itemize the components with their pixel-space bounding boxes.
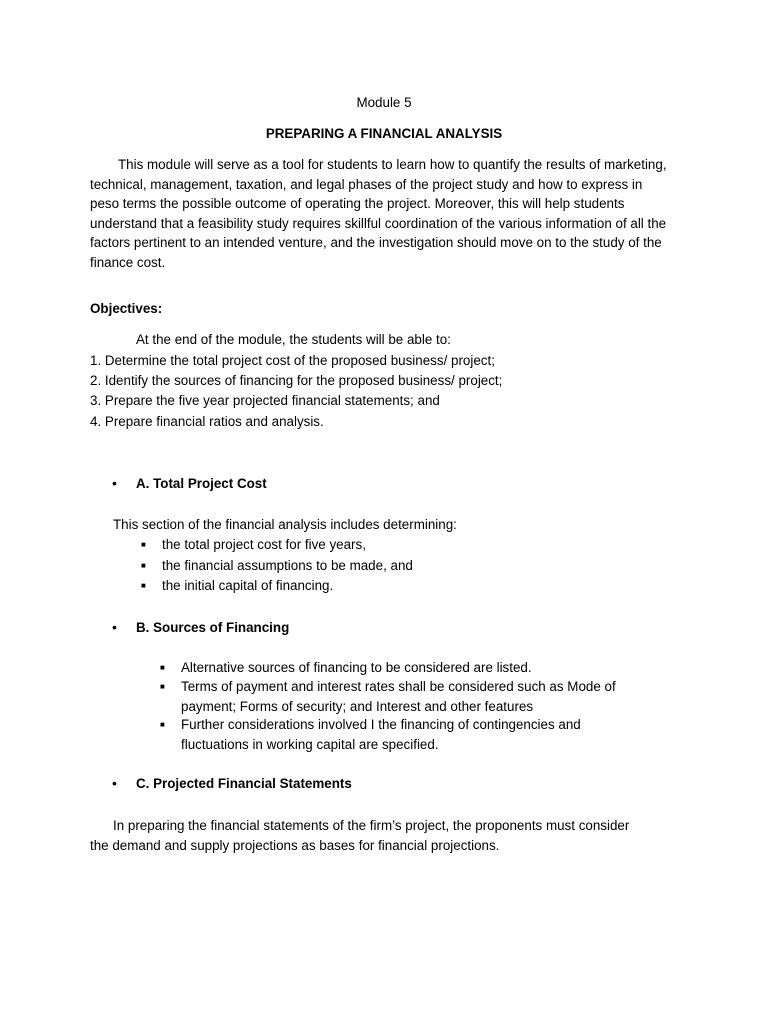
section-b-item: Alternative sources of financing to be considered are listed. xyxy=(181,660,532,675)
objective-item: 4. Prepare financial ratios and analysis. xyxy=(90,414,324,429)
square-bullet-icon: ■ xyxy=(160,682,165,691)
objectives-heading: Objectives: xyxy=(90,301,163,316)
section-c-body: In preparing the financial statements of the firm’s project, the proponents must consider the demand and supply projections as bases for financial projections. xyxy=(90,818,630,853)
section-b-item: Terms of payment and interest rates shall be considered such as Mode of payment; Forms of security; and Interest and other features xyxy=(181,679,616,714)
square-bullet-icon: ■ xyxy=(160,720,165,729)
section-a-lead: This section of the financial analysis includes determining: xyxy=(113,517,457,532)
objectives-lead: At the end of the module, the students will be able to: xyxy=(136,332,451,347)
bullet-dot-icon: • xyxy=(112,619,117,635)
square-bullet-icon: ■ xyxy=(160,663,165,672)
section-a-item: the financial assumptions to be made, and xyxy=(162,558,413,573)
module-label: Module 5 xyxy=(356,95,412,110)
square-bullet-icon: ■ xyxy=(141,561,146,570)
objective-item: 2. Identify the sources of financing for the proposed business/ project; xyxy=(90,373,503,388)
page-title: PREPARING A FINANCIAL ANALYSIS xyxy=(265,126,503,141)
square-bullet-icon: ■ xyxy=(141,581,146,590)
intro-paragraph: This module will serve as a tool for students to learn how to quantify the results of marketing, technical, management, taxation, and legal phases of the project study and how to express in peso terms the possible outcome of operating the project. Moreover, this will help students understand that a feasibility study requires skillful coordination of the various information of all the factors pertinent to an intended venture, and the investigation should move on to the study of the finance cost. xyxy=(90,157,667,270)
section-c-heading: C. Projected Financial Statements xyxy=(136,776,352,791)
section-b-item: Further considerations involved I the financing of contingencies and fluctuations in working capital are specified. xyxy=(181,717,581,752)
section-b-heading: B. Sources of Financing xyxy=(136,620,290,635)
section-a-item: the total project cost for five years, xyxy=(162,537,366,552)
bullet-dot-icon: • xyxy=(112,775,117,791)
objective-item: 1. Determine the total project cost of the proposed business/ project; xyxy=(90,353,495,368)
objective-item: 3. Prepare the five year projected financial statements; and xyxy=(90,393,440,408)
bullet-dot-icon: • xyxy=(112,475,117,491)
square-bullet-icon: ■ xyxy=(141,540,146,549)
section-a-item: the initial capital of financing. xyxy=(162,578,334,593)
section-a-heading: A. Total Project Cost xyxy=(136,476,267,491)
